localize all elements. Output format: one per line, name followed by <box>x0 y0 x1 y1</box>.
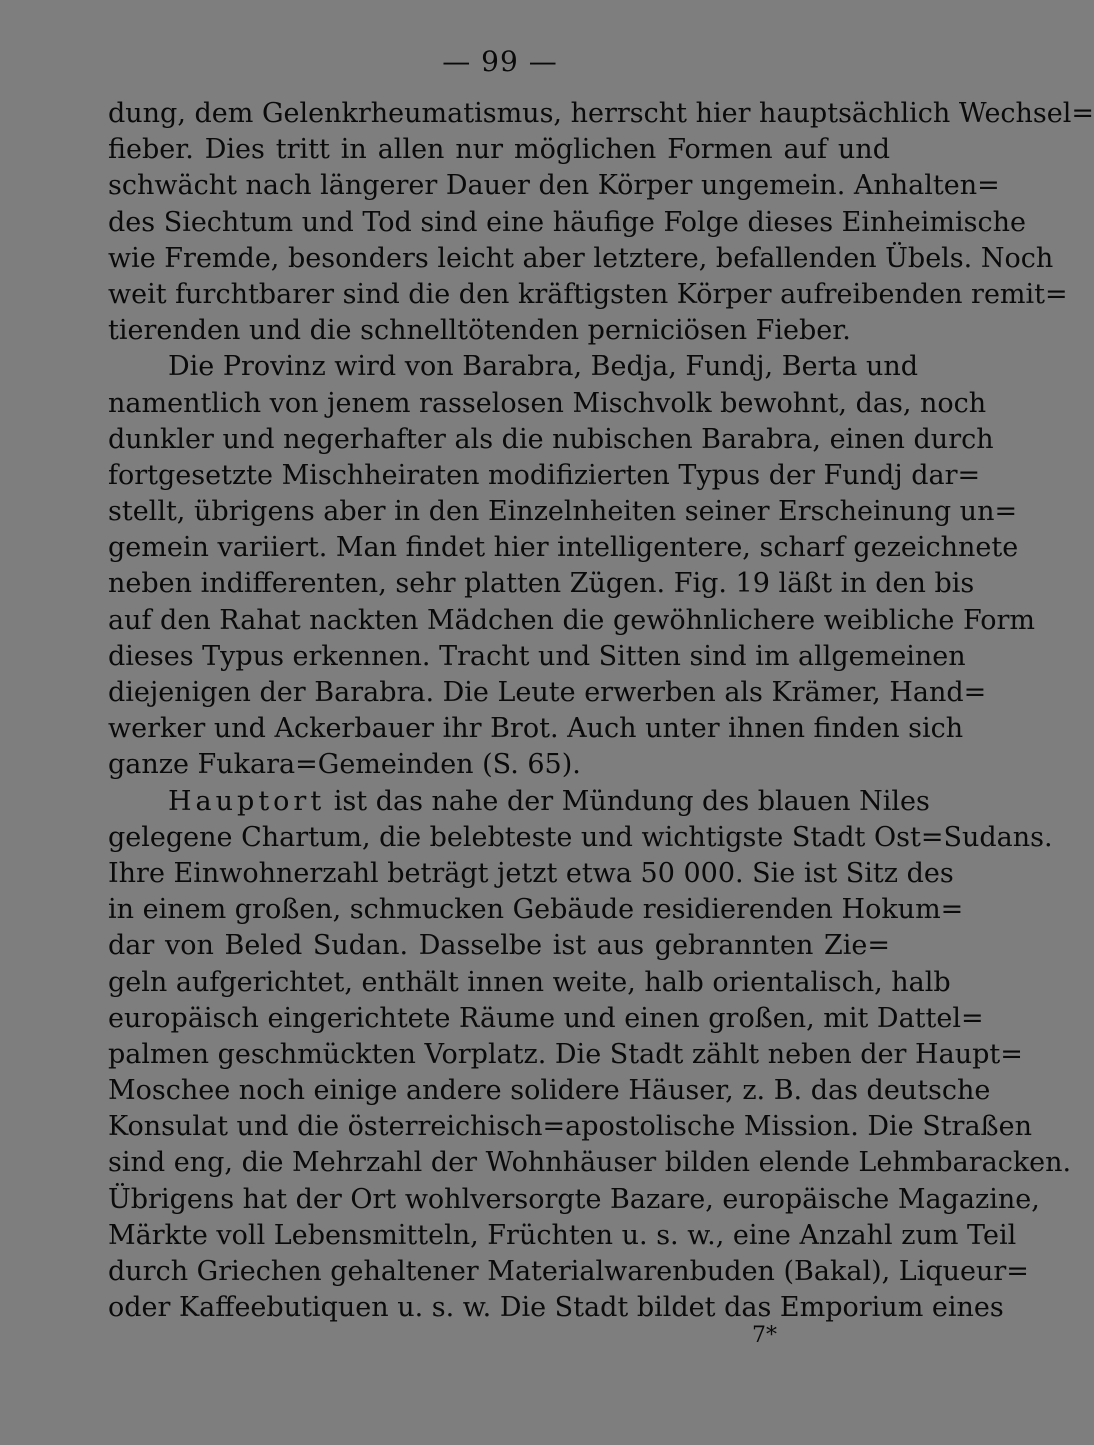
text-line: geln aufgerichtet, enthält innen weite, halb orientalisch, halb <box>108 966 951 998</box>
text-line: Hauptort ist das nahe der Mündung des blauen Niles <box>168 785 930 817</box>
text-line: schwächt nach längerer Dauer den Körper ungemein. Anhalten= <box>108 170 1000 202</box>
signature-mark: 7* <box>752 1323 777 1348</box>
text-line: auf den Rahat nackten Mädchen die gewöhnlichere weibliche Form <box>108 604 1036 636</box>
text-line: diejenigen der Barabra. Die Leute erwerben als Krämer, Hand= <box>108 677 987 708</box>
text-line: Konsulat und die österreichisch=apostolische Mission. Die Straßen <box>108 1111 1032 1143</box>
text-line: neben indifferenten, sehr platten Zügen. Fig. 19 läßt in den bis <box>108 568 975 600</box>
text-line: Moschee noch einige andere solidere Häuser, z. B. das deutsche <box>108 1075 991 1107</box>
text-line: gelegene Chartum, die belebteste und wichtigste Stadt Ost=Sudans. <box>108 821 1053 853</box>
emphasized-word: Hauptort <box>168 785 326 817</box>
text-line: Ihre Einwohnerzahl beträgt jetzt etwa 50 000. Sie ist Sitz des <box>108 857 954 889</box>
text-line: fieber. Dies tritt in allen nur möglichen Formen auf und <box>108 134 890 166</box>
body-text <box>108 96 1094 1326</box>
text-line: europäisch eingerichtete Räume und einen großen, mit Dattel= <box>108 1002 984 1034</box>
text-line: dieses Typus erkennen. Tracht und Sitten sind im allgemeinen <box>108 640 966 672</box>
page-number: — 99 — <box>442 45 558 78</box>
text-line: Die Provinz wird von Barabra, Bedja, Fundj, Berta und <box>168 351 919 383</box>
text-line: in einem großen, schmucken Gebäude residierenden Hokum= <box>108 894 964 926</box>
text-line: werker und Ackerbauer ihr Brot. Auch unter ihnen finden sich <box>108 713 964 745</box>
text-line: oder Kaffeebutiquen u. s. w. Die Stadt bildet das Emporium eines <box>108 1292 1004 1324</box>
text-line: dunkler und negerhafter als die nubischen Barabra, einen durch <box>108 423 994 455</box>
text-line: stellt, übrigens aber in den Einzelnheiten seiner Erscheinung un= <box>108 496 1018 528</box>
text-line: wie Fremde, besonders leicht aber letztere, befallenden Übels. Noch <box>108 242 1054 274</box>
text-line: Übrigens hat der Ort wohlversorgte Bazare, europäische Magazine, <box>108 1183 1040 1215</box>
text-line: durch Griechen gehaltener Materialwarenbuden (Bakal), Liqueur= <box>108 1256 1029 1287</box>
text-line: ganze Fukara=Gemeinden (S. 65). <box>108 749 581 781</box>
text-line: weit furchtbarer sind die den kräftigsten Körper aufreibenden remit= <box>108 278 1068 310</box>
text-line: sind eng, die Mehrzahl der Wohnhäuser bilden elende Lehmbaracken. <box>108 1147 1072 1179</box>
text-line: dung, dem Gelenkrheumatismus, herrscht hier hauptsächlich Wechsel= <box>108 98 1094 129</box>
text-line: des Siechtum und Tod sind eine häufige Folge dieses Einheimische <box>108 206 1026 238</box>
text-line: namentlich von jenem rasselosen Mischvolk bewohnt, das, noch <box>108 387 987 419</box>
text-line: fortgesetzte Mischheiraten modifizierten Typus der Fundj dar= <box>108 459 981 491</box>
text-line: tierenden und die schnelltötenden perniciösen Fieber. <box>108 315 851 347</box>
text-line: palmen geschmückten Vorplatz. Die Stadt zählt neben der Haupt= <box>108 1038 1023 1070</box>
text-line: gemein variiert. Man findet hier intelligentere, scharf gezeichnete <box>108 532 1019 564</box>
text-line: dar von Beled Sudan. Dasselbe ist aus gebrannten Zie= <box>108 930 890 962</box>
text-line: Märkte voll Lebensmitteln, Früchten u. s. w., eine Anzahl zum Teil <box>108 1219 1017 1251</box>
